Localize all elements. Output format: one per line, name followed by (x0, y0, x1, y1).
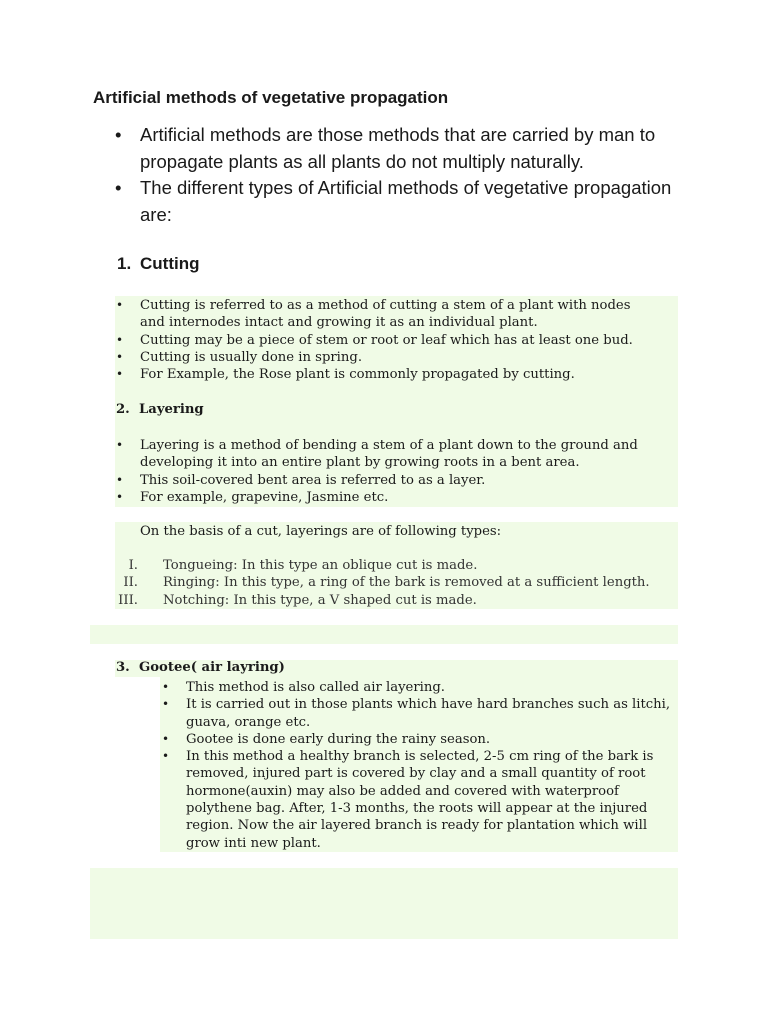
bullet-icon: • (116, 298, 124, 312)
list-item: II. Ringing: In this type, a ring of the bark is removed at a sufficient length. (116, 574, 676, 591)
list-item: • Cutting is usually done in spring. (116, 349, 363, 365)
bullet-icon: • (162, 680, 170, 694)
layering-points (116, 437, 656, 506)
list-item (115, 175, 685, 228)
list-item: • In this method a healthy branch is selected, 2-5 cm ring of the bark is removed, injured part is covered by clay and a small quantity of root hormone(auxin) may also be added and covered with waterproof polythene bag. After, 1-3 months, the roots will appear at the injured region. Now the air layered branch is ready for plantation which will grow inti new plant. (162, 749, 654, 851)
cutting-points (116, 297, 656, 383)
list-item: • This method is also called air layering. (162, 680, 445, 695)
bullet-icon: • (116, 332, 124, 347)
section-number: 2. (116, 402, 130, 417)
section-number: 1. (117, 254, 132, 273)
bullet-icon: • (116, 349, 124, 364)
section-title: Cutting (140, 254, 200, 273)
bullet-icon: • (115, 177, 122, 198)
bullet-icon: • (162, 749, 170, 764)
intro-point-2: The different types of Artificial methods of vegetative propagation are: (140, 177, 672, 225)
bullet-icon: • (116, 489, 124, 504)
list-item: • Layering is a method of bending a stem of a plant down to the ground and developing it into an entire plant by growing roots in a bent area. (116, 438, 638, 471)
list-item (115, 122, 685, 175)
list-numeral: I. (128, 558, 138, 573)
section-number: 3. (116, 660, 130, 675)
section-heading-layering (116, 402, 204, 417)
list-item: • Cutting is referred to as a method of cutting a stem of a plant with nodes and internodes intact and growing it as an individual plant. (116, 298, 631, 331)
bullet-icon: • (162, 697, 170, 712)
intro-list (115, 122, 685, 228)
list-item: III. Notching: In this type, a V shaped cut is made. (116, 592, 676, 609)
page-title: Artificial methods of vegetative propagation (93, 88, 449, 107)
layering-types-intro: On the basis of a cut, layerings are of following types: (140, 524, 502, 539)
list-numeral: III. (118, 592, 138, 608)
list-numeral: II. (123, 575, 138, 591)
list-item: I. Tongueing: In this type an oblique cut is made. (116, 557, 676, 574)
bullet-icon: • (116, 438, 124, 452)
list-item: • It is carried out in those plants which have hard branches such as litchi, guava, orange etc. (162, 697, 671, 730)
section-title: Layering (139, 402, 204, 417)
bullet-icon: • (116, 367, 124, 382)
bullet-icon: • (162, 731, 170, 746)
list-item: • Cutting may be a piece of stem or root or leaf which has at least one bud. (116, 332, 633, 348)
bullet-icon: • (115, 124, 122, 145)
gootee-points (162, 679, 677, 852)
section-heading-gootee (116, 660, 285, 675)
highlight-band-bottom (90, 868, 678, 939)
highlight-band-spacer (90, 625, 678, 644)
section-title: Gootee( air layring) (139, 660, 285, 675)
bullet-icon: • (116, 472, 124, 487)
section-heading-cutting (117, 254, 199, 274)
layering-types-list (116, 557, 676, 609)
list-item: • For example, grapevine, Jasmine etc. (116, 489, 389, 505)
list-item: • This soil-covered bent area is referred to as a layer. (116, 472, 486, 488)
list-item: • For Example, the Rose plant is commonly propagated by cutting. (116, 367, 575, 383)
intro-point-1: Artificial methods are those methods that are carried by man to propagate plants as all plants do not multiply naturally. (140, 124, 656, 172)
list-item: • Gootee is done early during the rainy season. (162, 731, 491, 747)
